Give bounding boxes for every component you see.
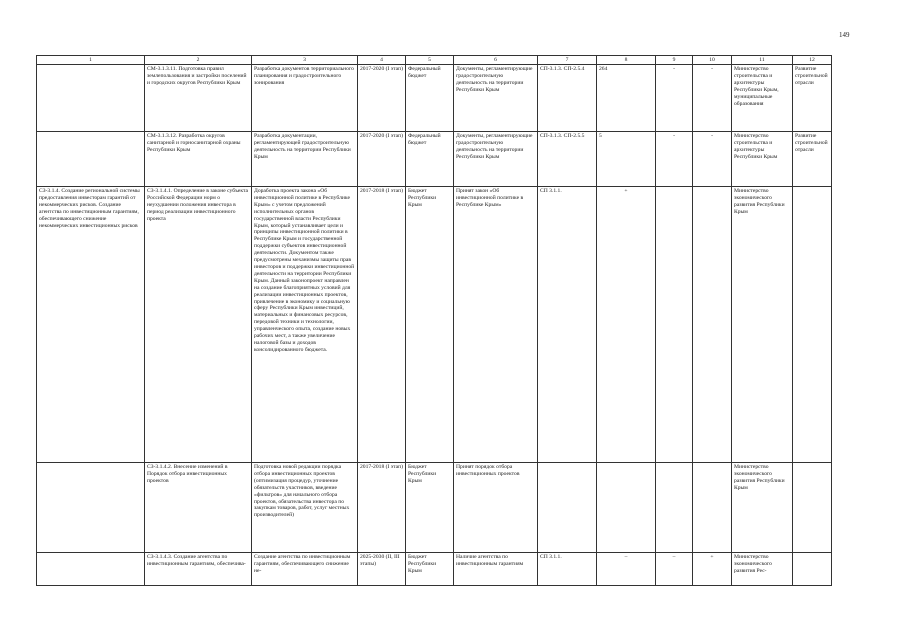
cell-goal: [793, 553, 832, 586]
cell-program: СП-3.1.3. СП-2.5.5: [538, 132, 597, 187]
page-number: 149: [839, 31, 850, 39]
cell-description: Доработка проекта закона «Об инвестиционной политике в Республике Крым» с учетом предложений исполнительных органов государственной власти Республики Крым, который устанавливает цели и принципы инвестиционной политики в Республике Крым и государственной поддержки субъектов инвестиционной деятельности. Документом также предусмотрены механизмы защиты прав инвесторов и поддержки инвестиционной деятельности на территории Республики Крым. Данный законопроект направлен на создание благоприятных условий для реализации инвестиционных проектов, привлечение в экономику и социальную сферу Республики Крым инвестиций, материальных и финансовых ресурсов, передовой техники и технологии, управленческого опыта, создание новых рабочих мест, а также увеличение налоговой базы и доходов консолидированного бюджета.: [252, 187, 358, 463]
column-header: 12: [793, 56, 832, 65]
cell-responsible: Министерство экономического развития Республики Крым: [732, 463, 793, 553]
cell-col10: [693, 187, 732, 463]
cell-col8: +: [597, 187, 656, 463]
cell-task: [37, 463, 145, 553]
table-row: [37, 65, 832, 132]
cell-period: 2017-2020 (I этап): [358, 65, 406, 132]
column-header: 6: [454, 56, 538, 65]
cell-period: 2017-2020 (I этап): [358, 132, 406, 187]
cell-activity: СМ-3.1.3.11. Подготовка правил землепользования и застройки поселений и городских округов Республики Крым: [145, 65, 252, 132]
cell-responsible: Министерство строительства и архитектуры Республики Крым: [732, 132, 793, 187]
cell-activity: СЗ-3.1.4.1. Определение в законе субъекта Российской Федерации норм о неухудшении положения инвестора в период реализации инвестиционного проекта: [145, 187, 252, 463]
cell-col10: [693, 463, 732, 553]
column-header: 1: [37, 56, 145, 65]
cell-col9: [656, 187, 693, 463]
cell-description: Подготовка новой редакции порядка отбора инвестиционных проектов (оптимизация процедур, уточнение обязательств участников, введение «фильтров» для начального отбора проектов, обязательства инвестора по закупкам товаров, работ, услуг местных производителей): [252, 463, 358, 553]
cell-source: Бюджет Республики Крым: [406, 463, 454, 553]
table-row: [37, 187, 832, 463]
column-header: 11: [732, 56, 793, 65]
cell-responsible: Министерство экономического развития Рес-: [732, 553, 793, 586]
column-header: 8: [597, 56, 656, 65]
column-header: 7: [538, 56, 597, 65]
cell-description: Разработка документации, регламентирующей градостроительную деятельность на территории Республики Крым: [252, 132, 358, 187]
cell-result: Документы, регламентирующие градостроительную деятельность на территории Республики Крым: [454, 132, 538, 187]
cell-source: Бюджет Республики Крым: [406, 187, 454, 463]
cell-result: Принят закон «Об инвестиционной политике в Республике Крым»: [454, 187, 538, 463]
cell-col8: –: [597, 553, 656, 586]
cell-goal: [793, 463, 832, 553]
cell-program: СП 3.1.1.: [538, 187, 597, 463]
cell-task: [37, 132, 145, 187]
cell-goal: Развитие строительной отрасли: [793, 65, 832, 132]
cell-result: Наличие агентства по инвестиционным гарантиям: [454, 553, 538, 586]
cell-program: СП-3.1.3. СП-2.5.4: [538, 65, 597, 132]
cell-description: Разработка документов территориального планирования и градостроительного зонирования: [252, 65, 358, 132]
cell-program: СП 3.1.1.: [538, 553, 597, 586]
column-header: 10: [693, 56, 732, 65]
cell-col9: -: [656, 132, 693, 187]
cell-col9: [656, 463, 693, 553]
cell-result: Принят порядок отбора инвестиционных проектов: [454, 463, 538, 553]
column-header: 5: [406, 56, 454, 65]
table-row: [37, 553, 832, 586]
cell-period: 2017-2018 (I этап): [358, 463, 406, 553]
header-row: [37, 56, 832, 65]
column-header: 2: [145, 56, 252, 65]
column-header: 9: [656, 56, 693, 65]
cell-source: Бюджет Республики Крым: [406, 553, 454, 586]
cell-source: Федеральный бюджет: [406, 65, 454, 132]
cell-activity: СМ-3.1.3.12. Разработка округов санитарной и горносанитарной охраны Республики Крым: [145, 132, 252, 187]
cell-activity: СЗ-3.1.4.3. Создание агентства по инвестиционным гарантиям, обеспечива-: [145, 553, 252, 586]
cell-period: 2025-2030 (II, III этапы): [358, 553, 406, 586]
cell-col8: [597, 463, 656, 553]
cell-description: Создание агентства по инвестиционным гарантиям, обеспечивающего снижение не-: [252, 553, 358, 586]
strategy-table: [36, 55, 832, 586]
cell-responsible: Министерство строительства и архитектуры Республики Крым, муниципальные образования: [732, 65, 793, 132]
cell-col8: 264: [597, 65, 656, 132]
cell-col9: –: [656, 553, 693, 586]
cell-col10: +: [693, 553, 732, 586]
table-row: [37, 132, 832, 187]
cell-responsible: Министерство экономического развития Республики Крым: [732, 187, 793, 463]
cell-task: [37, 65, 145, 132]
cell-col9: -: [656, 65, 693, 132]
cell-goal: Развитие строительной отрасли: [793, 132, 832, 187]
cell-col10: -: [693, 132, 732, 187]
cell-source: Федеральный бюджет: [406, 132, 454, 187]
table-row: [37, 463, 832, 553]
cell-activity: СЗ-3.1.4.2. Внесение изменений в Порядок отбора инвестиционных проектов: [145, 463, 252, 553]
cell-period: 2017-2018 (I этап): [358, 187, 406, 463]
cell-program: [538, 463, 597, 553]
column-header: 4: [358, 56, 406, 65]
cell-result: Документы, регламентирующие градостроительную деятельность на территории Республики Крым: [454, 65, 538, 132]
cell-col10: -: [693, 65, 732, 132]
cell-task: СЗ-3.1.4. Создание региональной системы предоставления инвесторам гарантий от некоммерческих рисков. Создание агентства по инвестиционным гарантиям, обеспечивающего снижение некоммерческих инвестиционных рисков: [37, 187, 145, 463]
cell-col8: 5: [597, 132, 656, 187]
cell-task: [37, 553, 145, 586]
cell-goal: [793, 187, 832, 463]
column-header: 3: [252, 56, 358, 65]
